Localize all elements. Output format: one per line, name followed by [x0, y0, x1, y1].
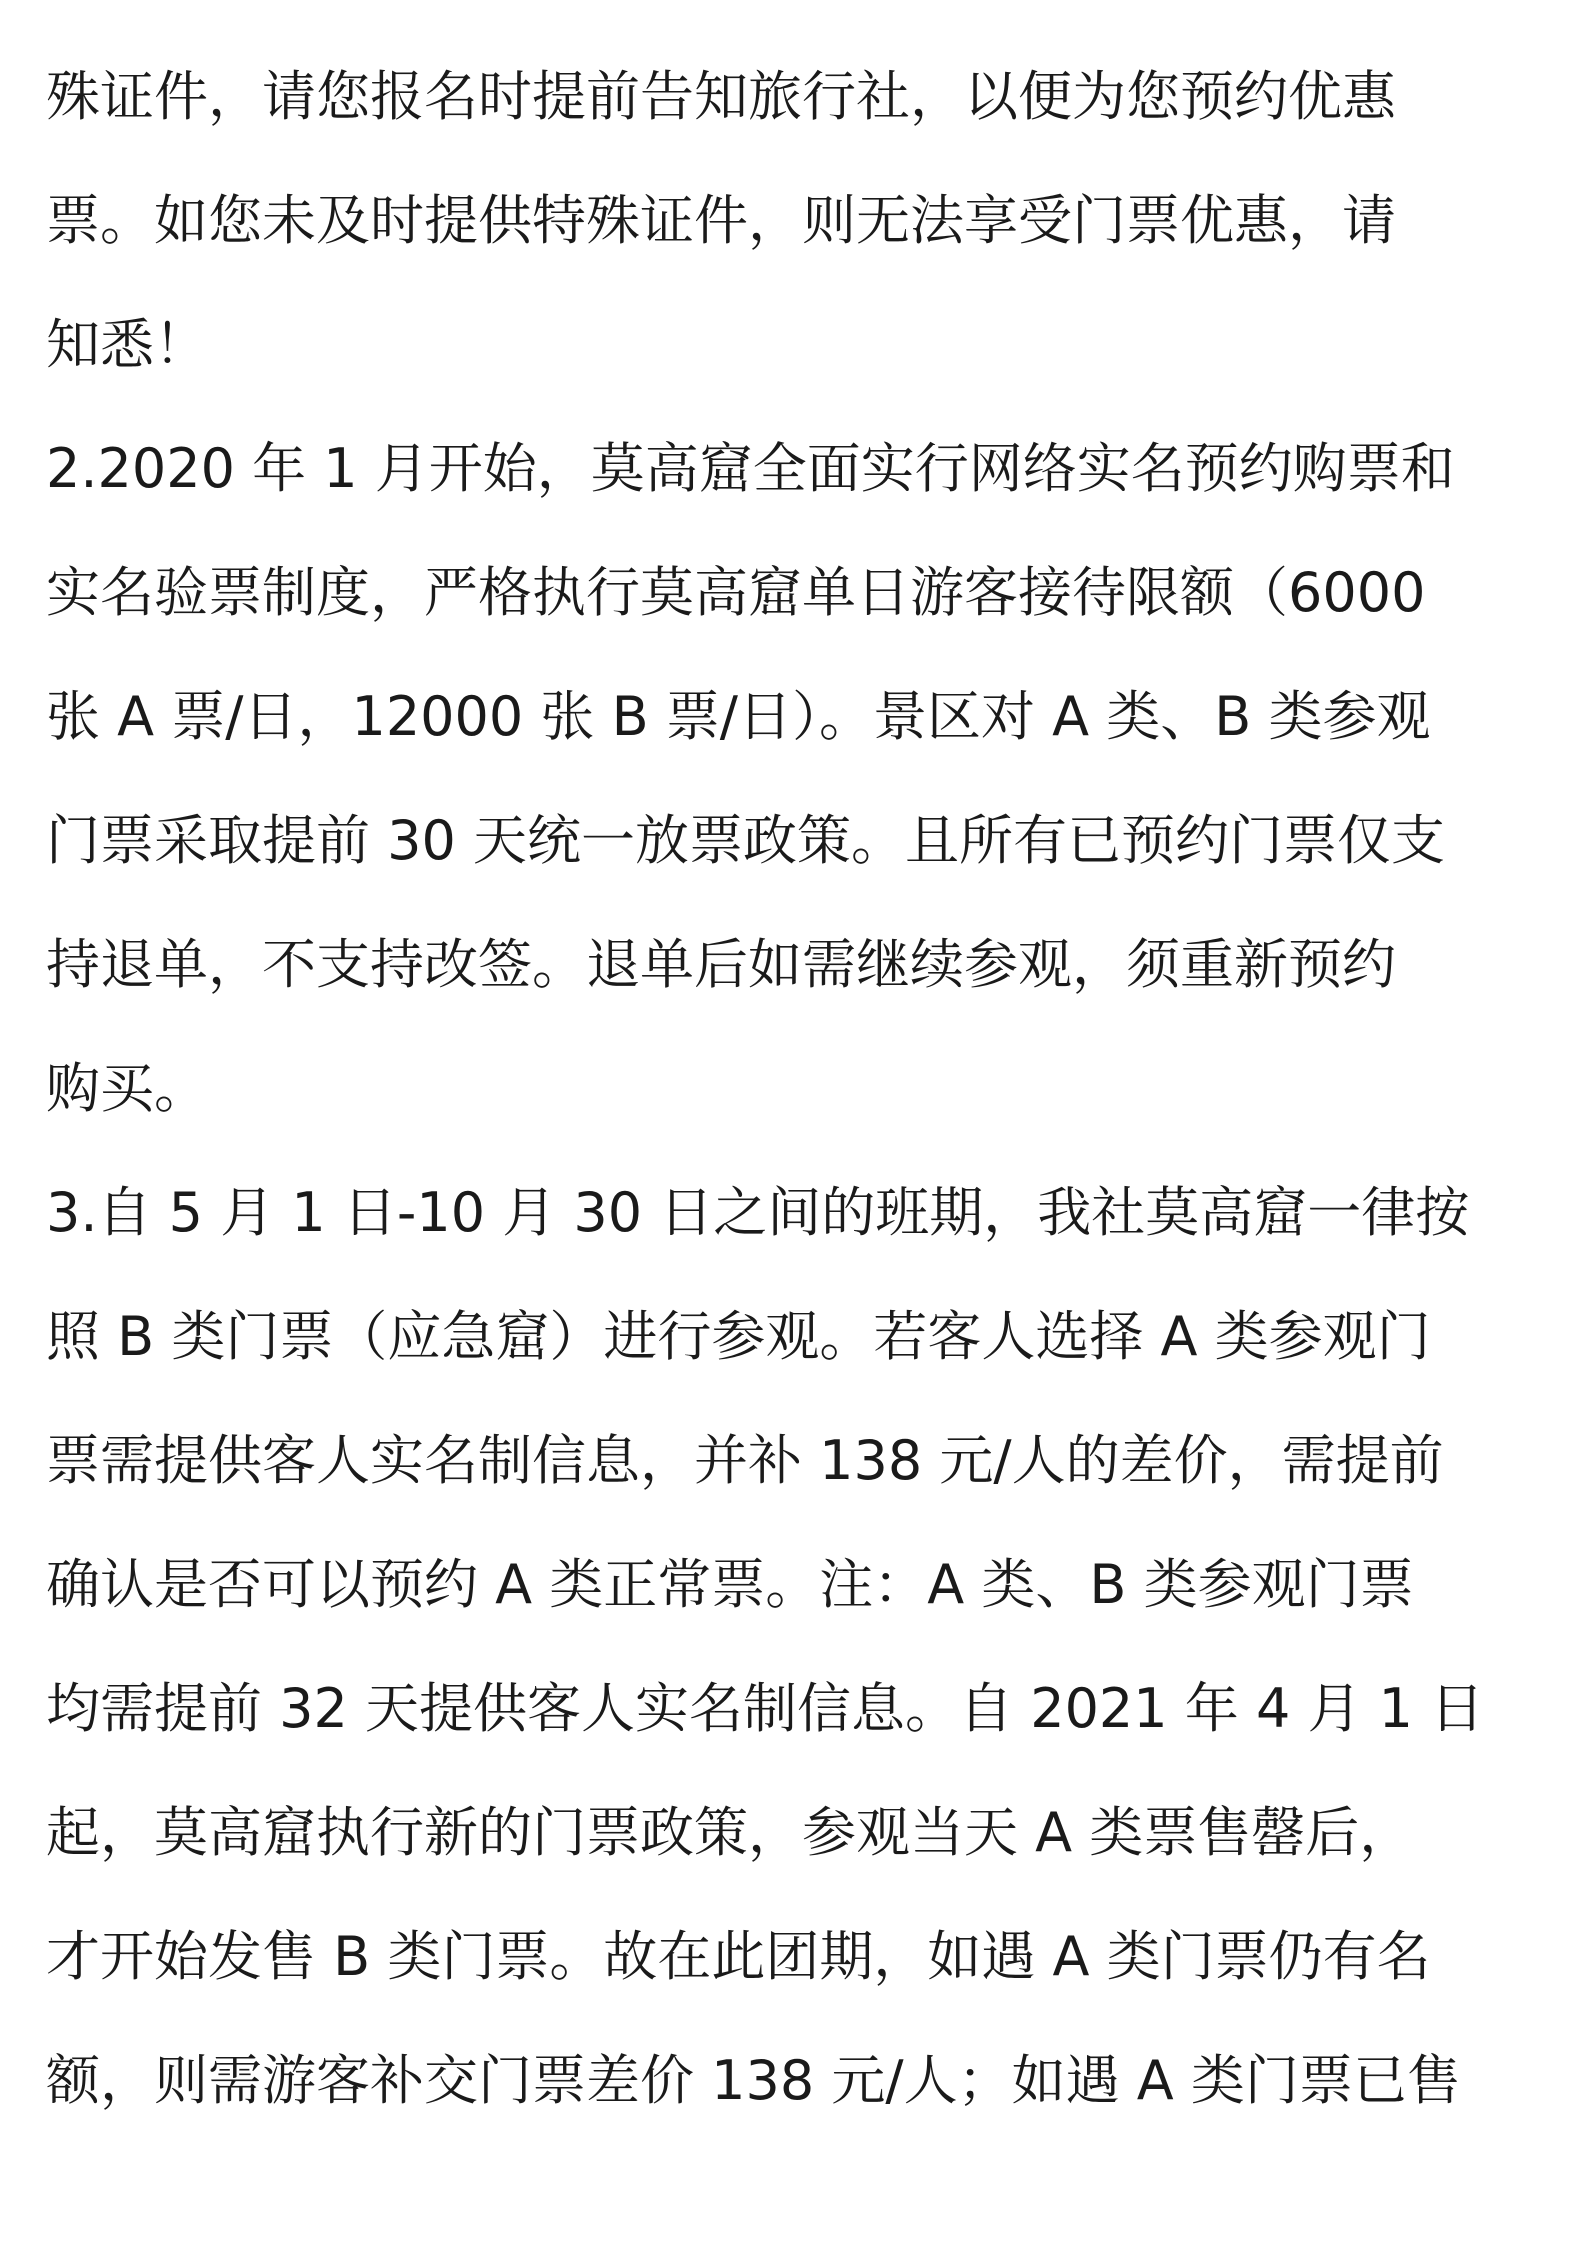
text-line: 殊证件，请您报名时提前告知旅行社，以便为您预约优惠 [46, 65, 1396, 128]
text-line: 持退单，不支持改签。退单后如需继续参观，须重新预约 [46, 933, 1396, 996]
text-line: 均需提前 32 天提供客人实名制信息。自 2021 年 4 月 1 日 [46, 1677, 1485, 1740]
text-line: 实名验票制度，严格执行莫高窟单日游客接待限额（6000 [46, 561, 1426, 624]
text-line: 知悉！ [46, 313, 208, 376]
text-line: 票需提供客人实名制信息，并补 138 元/人的差价，需提前 [46, 1429, 1444, 1492]
text-line: 才开始发售 B 类门票。故在此团期，如遇 A 类门票仍有名 [46, 1925, 1431, 1988]
text-line: 3.自 5 月 1 日-10 月 30 日之间的班期，我社莫高窟一律按 [46, 1181, 1470, 1244]
text-line: 起，莫高窟执行新的门票政策，参观当天 A 类票售罄后， [46, 1801, 1414, 1864]
text-line: 门票采取提前 30 天统一放票政策。且所有已预约门票仅支 [46, 809, 1446, 872]
text-line: 确认是否可以预约 A 类正常票。注：A 类、B 类参观门票 [46, 1553, 1414, 1616]
text-line: 2.2020 年 1 月开始，莫高窟全面实行网络实名预约购票和 [46, 437, 1455, 500]
text-line: 照 B 类门票（应急窟）进行参观。若客人选择 A 类参观门 [46, 1305, 1431, 1368]
text-line: 购买。 [46, 1057, 208, 1120]
text-line: 票。如您未及时提供特殊证件，则无法享受门票优惠，请 [46, 189, 1396, 252]
text-line: 张 A 票/日，12000 张 B 票/日）。景区对 A 类、B 类参观 [46, 685, 1431, 748]
text-line: 额，则需游客补交门票差价 138 元/人；如遇 A 类门票已售 [46, 2049, 1461, 2112]
